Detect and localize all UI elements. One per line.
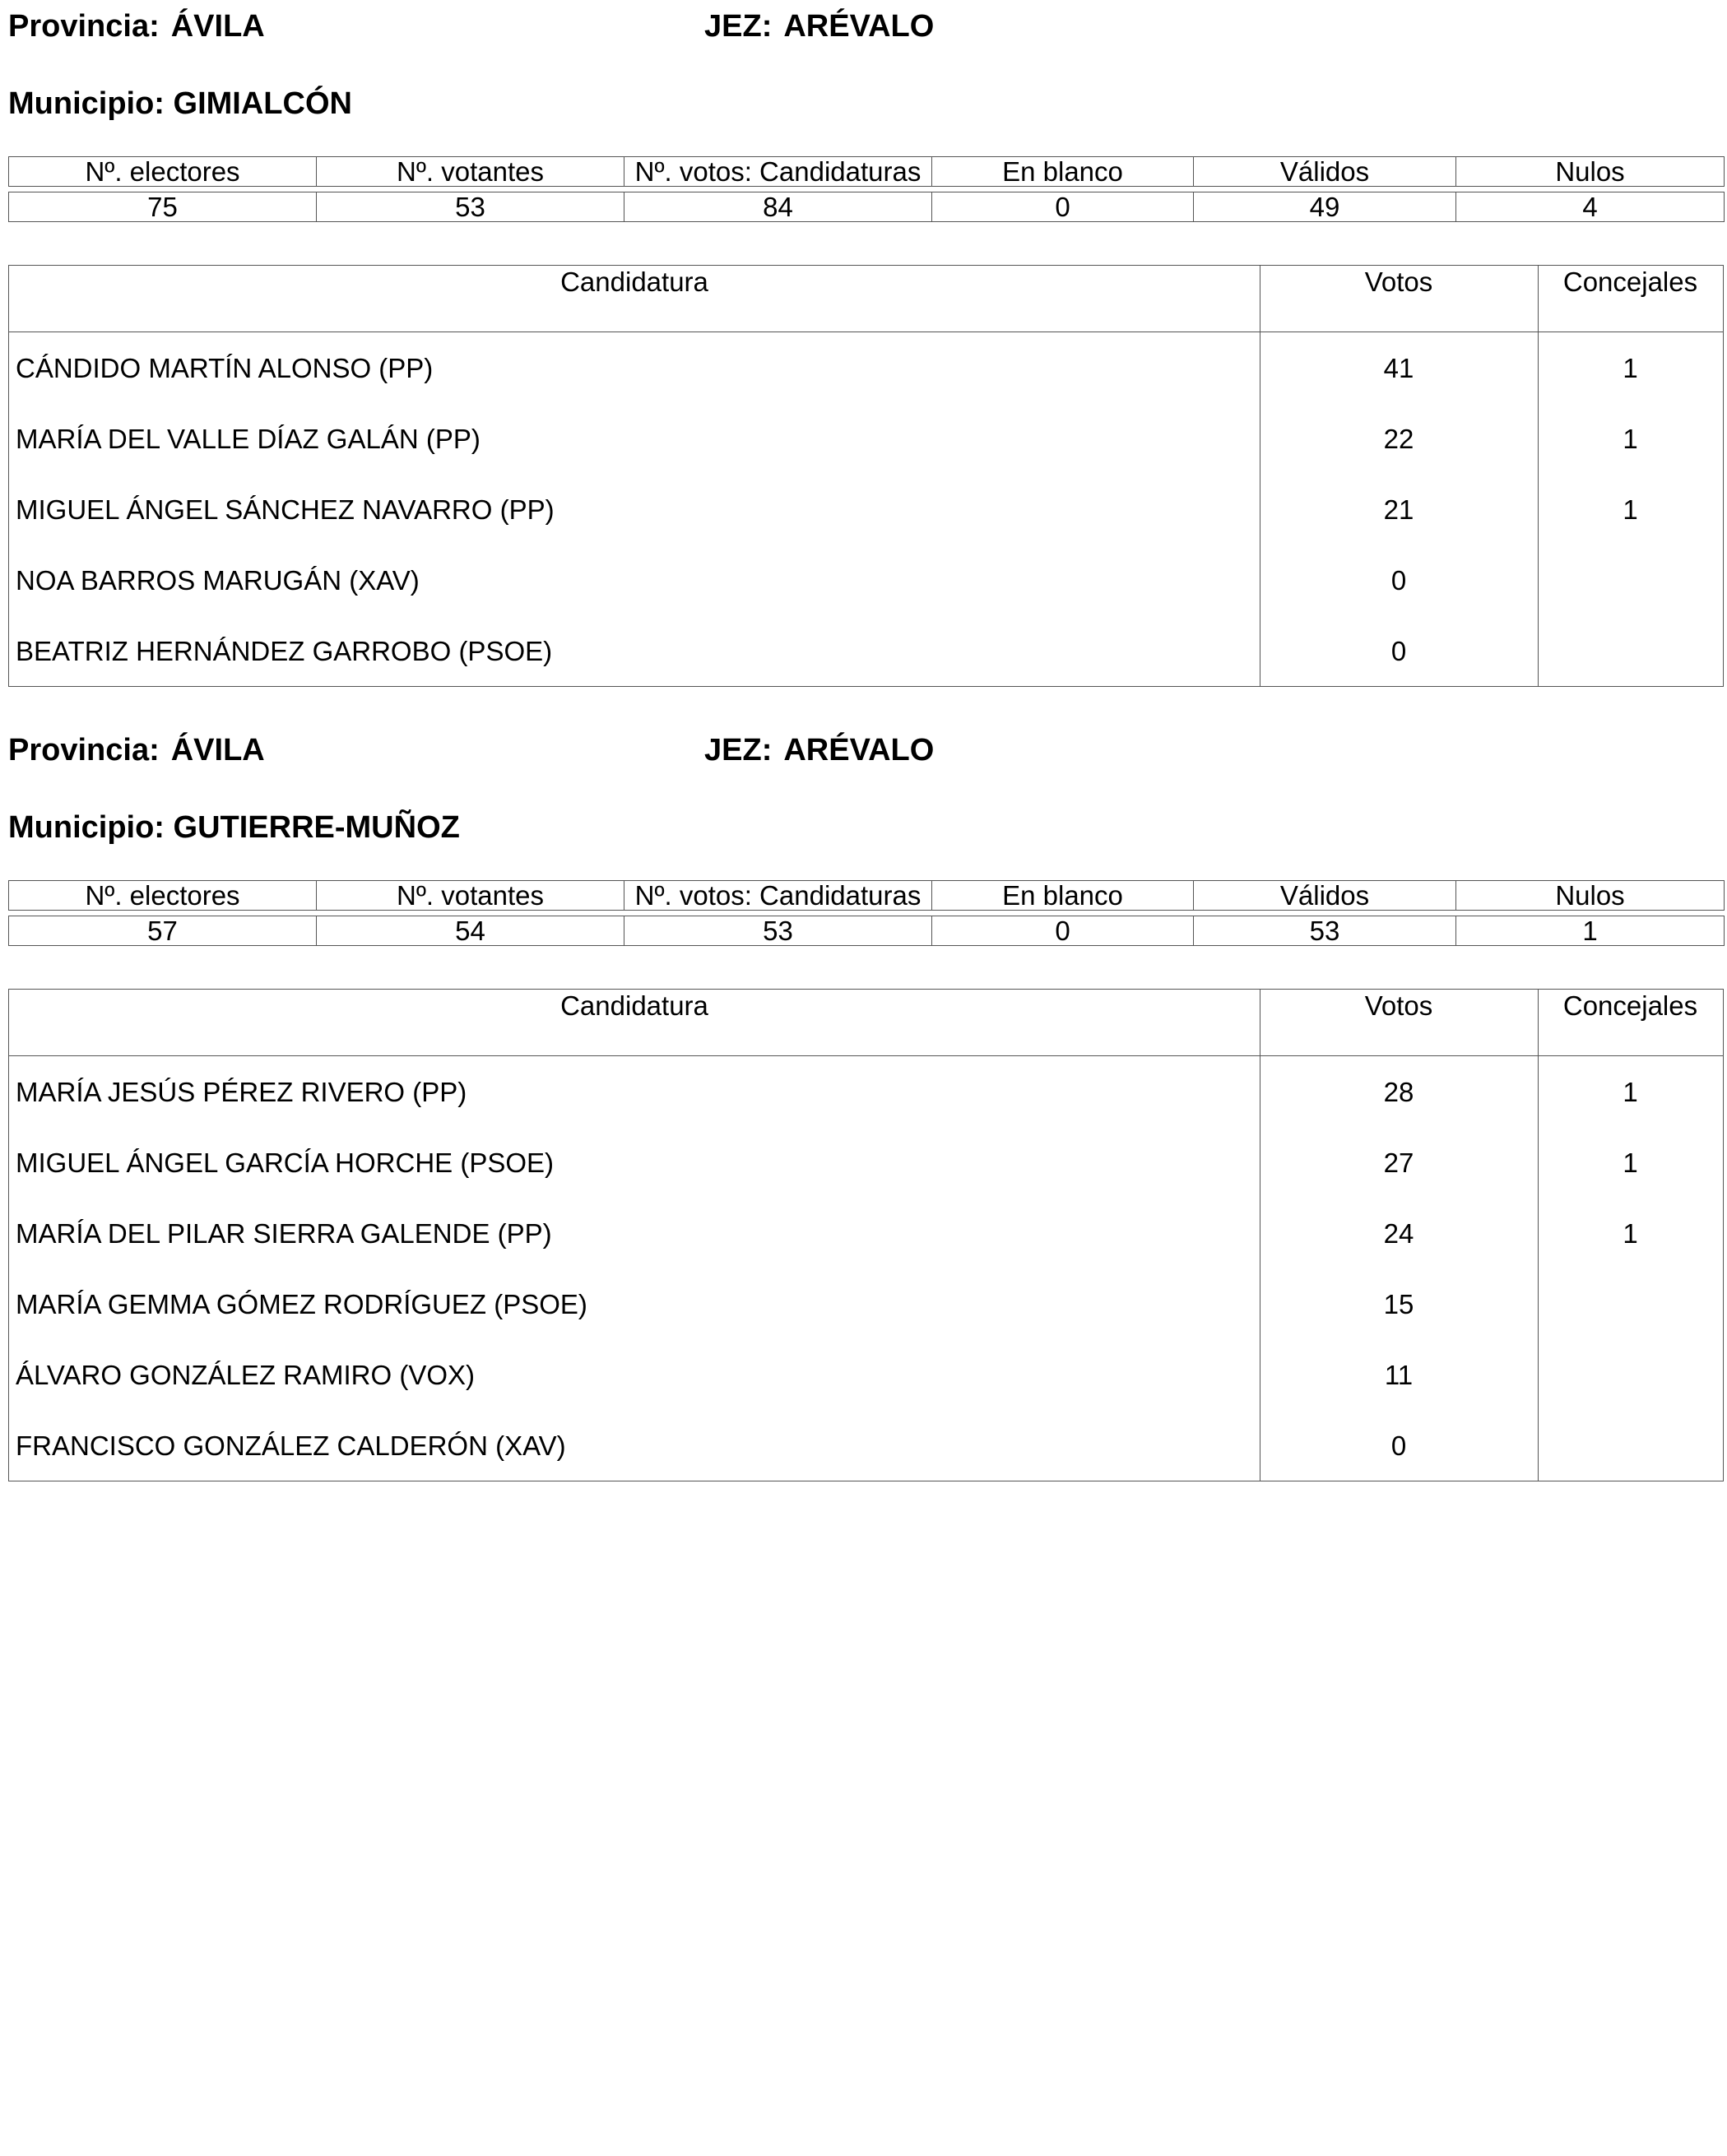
candidate-name: MARÍA JESÚS PÉREZ RIVERO (PP)	[16, 1077, 467, 1107]
results-header-votos: Votos	[1364, 267, 1433, 297]
jez-value: ARÉVALO	[783, 9, 935, 44]
candidate-row	[9, 1269, 1723, 1340]
results-table	[8, 989, 1724, 1481]
summary-value-cell: 84	[624, 192, 932, 222]
candidate-name: MARÍA DEL PILAR SIERRA GALENDE (PP)	[16, 1218, 552, 1249]
summary-value-cell: 53	[1194, 916, 1456, 946]
summary-value-cell: 4	[1456, 192, 1725, 222]
candidate-row	[9, 1128, 1723, 1199]
candidate-row	[9, 1340, 1723, 1411]
candidate-row	[9, 1411, 1723, 1481]
results-header-divider	[9, 1055, 1723, 1056]
provincia-value: ÁVILA	[170, 733, 265, 767]
candidate-row	[9, 545, 1723, 616]
candidate-votes: 24	[1383, 1218, 1414, 1249]
candidate-concejales: 1	[1623, 424, 1638, 454]
candidate-votes: 28	[1383, 1077, 1414, 1107]
candidate-row	[9, 475, 1723, 545]
summary-value-cell: 0	[932, 192, 1194, 222]
candidate-concejales	[1538, 616, 1723, 687]
candidate-name: MARÍA DEL VALLE DÍAZ GALÁN (PP)	[16, 424, 480, 454]
summary-value-cell: 75	[9, 192, 317, 222]
candidate-row	[9, 1057, 1723, 1128]
jez-value: ARÉVALO	[783, 733, 935, 767]
results-table	[8, 265, 1724, 687]
summary-header-cell: Nº. electores	[9, 881, 317, 911]
summary-table	[8, 156, 1725, 222]
results-header-concejales: Concejales	[1562, 990, 1698, 1021]
candidate-name: MARÍA GEMMA GÓMEZ RODRÍGUEZ (PSOE)	[16, 1289, 587, 1319]
jez-label: JEZ:	[704, 733, 773, 767]
candidate-concejales	[1538, 545, 1723, 616]
candidate-votes: 21	[1383, 494, 1414, 525]
candidate-concejales	[1538, 1411, 1723, 1481]
municipio-section	[8, 724, 1724, 1481]
results-header-votos: Votos	[1364, 990, 1433, 1021]
candidate-concejales: 1	[1623, 494, 1638, 525]
provincia-value: ÁVILA	[170, 9, 265, 44]
summary-header-cell: En blanco	[932, 881, 1194, 911]
summary-value-cell: 54	[317, 916, 624, 946]
jez-heading	[704, 8, 934, 44]
candidate-name: BEATRIZ HERNÁNDEZ GARROBO (PSOE)	[16, 636, 553, 666]
municipio-section	[8, 0, 1724, 687]
candidate-votes: 0	[1390, 565, 1407, 596]
municipio-label: Municipio:	[8, 810, 165, 845]
summary-header-row	[9, 881, 1725, 911]
candidate-concejales: 1	[1623, 1148, 1638, 1178]
provincia-heading	[8, 732, 265, 768]
provincia-label: Provincia:	[8, 9, 160, 44]
candidate-row	[9, 1199, 1723, 1269]
summary-header-cell: Nº. votantes	[317, 881, 624, 911]
candidate-name: CÁNDIDO MARTÍN ALONSO (PP)	[16, 353, 434, 383]
results-header-candidatura: Candidatura	[560, 267, 708, 297]
municipio-value: GUTIERRE-MUÑOZ	[173, 810, 460, 845]
candidate-votes: 27	[1383, 1148, 1414, 1178]
summary-header-cell: En blanco	[932, 157, 1194, 187]
summary-header-cell: Nº. votos: Candidaturas	[624, 157, 932, 187]
candidate-votes: 0	[1390, 1430, 1407, 1461]
summary-header-cell: Nº. electores	[9, 157, 317, 187]
municipio-value: GIMIALCÓN	[173, 86, 352, 121]
candidate-concejales	[1538, 1269, 1723, 1340]
jez-label: JEZ:	[704, 9, 773, 44]
candidate-name: FRANCISCO GONZÁLEZ CALDERÓN (XAV)	[16, 1430, 566, 1461]
provincia-heading	[8, 8, 265, 44]
candidate-row	[9, 333, 1723, 404]
summary-value-cell: 0	[932, 916, 1194, 946]
provincia-label: Provincia:	[8, 733, 160, 767]
summary-value-cell: 53	[317, 192, 624, 222]
results-header-candidatura: Candidatura	[560, 990, 708, 1021]
candidate-votes: 11	[1384, 1360, 1414, 1390]
summary-spacer	[9, 187, 1725, 192]
candidate-concejales: 1	[1623, 353, 1638, 383]
jez-heading	[704, 732, 934, 768]
candidate-concejales	[1538, 1340, 1723, 1411]
candidate-concejales: 1	[1623, 1218, 1638, 1249]
summary-value-row	[9, 192, 1725, 222]
municipio-heading	[8, 86, 352, 122]
municipio-heading	[8, 809, 460, 846]
summary-header-cell: Nulos	[1456, 157, 1725, 187]
summary-header-row	[9, 157, 1725, 187]
summary-value-cell: 53	[624, 916, 932, 946]
summary-value-cell: 1	[1456, 916, 1725, 946]
candidate-row	[9, 616, 1723, 687]
summary-header-cell: Nulos	[1456, 881, 1725, 911]
summary-spacer	[9, 911, 1725, 916]
candidate-votes: 0	[1390, 636, 1407, 666]
summary-value-row	[9, 916, 1725, 946]
candidate-name: NOA BARROS MARUGÁN (XAV)	[16, 565, 420, 596]
summary-header-cell: Nº. votos: Candidaturas	[624, 881, 932, 911]
candidate-votes: 41	[1383, 353, 1414, 383]
candidate-name: ÁLVARO GONZÁLEZ RAMIRO (VOX)	[16, 1360, 476, 1390]
summary-value-cell: 57	[9, 916, 317, 946]
candidate-name: MIGUEL ÁNGEL GARCÍA HORCHE (PSOE)	[16, 1148, 555, 1178]
summary-header-cell: Nº. votantes	[317, 157, 624, 187]
summary-value-cell: 49	[1194, 192, 1456, 222]
candidate-name: MIGUEL ÁNGEL SÁNCHEZ NAVARRO (PP)	[16, 494, 555, 525]
results-header-concejales: Concejales	[1562, 267, 1698, 297]
summary-header-cell: Válidos	[1194, 157, 1456, 187]
candidate-concejales: 1	[1623, 1077, 1638, 1107]
candidate-votes: 15	[1383, 1289, 1414, 1319]
summary-header-cell: Válidos	[1194, 881, 1456, 911]
summary-table	[8, 880, 1725, 946]
municipio-label: Municipio:	[8, 86, 165, 121]
candidate-votes: 22	[1383, 424, 1414, 454]
candidate-row	[9, 404, 1723, 475]
